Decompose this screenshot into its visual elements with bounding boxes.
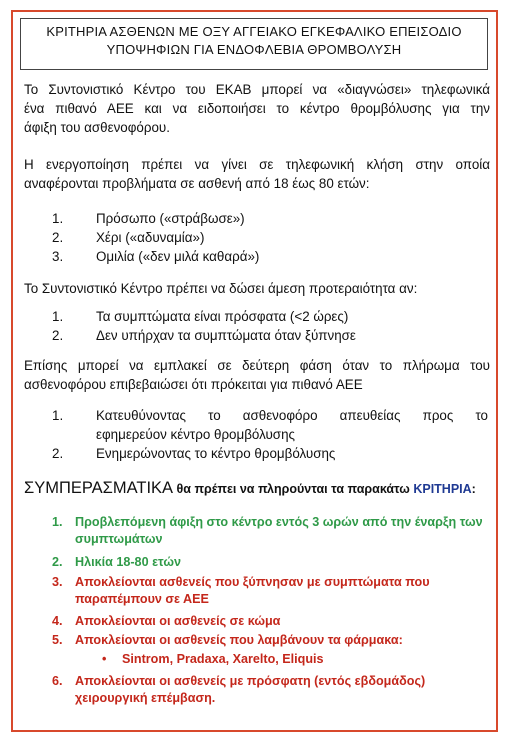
drug-list: Sintrom, Pradaxa, Xarelto, Eliquis — [122, 652, 324, 666]
criterion-1-line-1: Προβλεπόμενη άφιξη στο κέντρο εντός 3 ωρών από την έναρξη των — [75, 515, 483, 529]
criterion-3 — [75, 574, 495, 608]
paragraph-3: Το Συντονιστικό Κέντρο πρέπει να δώσει άμεση προτεραιότητα αν: — [24, 281, 418, 296]
paragraph-1-line-3: άφιξη του ασθενοφόρου. — [24, 120, 170, 135]
criterion-6-line-1: Αποκλείονται οι ασθενείς με πρόσφατη (εντός εβδομάδος) — [75, 674, 426, 688]
list-3-num-2: 2. — [52, 446, 64, 461]
list-1-num-3: 3. — [52, 249, 64, 264]
criterion-1-line-2: συμπτωμάτων — [75, 532, 163, 546]
criterion-6-line-2: χειρουργική επέμβαση. — [75, 691, 216, 705]
criterion-5: Αποκλείονται οι ασθενείς που λαμβάνουν τα φάρμακα: — [75, 633, 403, 647]
list-1-num-2: 2. — [52, 230, 64, 245]
drug-list-bullet: • — [102, 652, 107, 666]
title-line-1: ΚΡΙΤΗΡΙΑ ΑΣΘΕΝΩΝ ΜΕ ΟΞΥ ΑΓΓΕΙΑΚΟ ΕΓΚΕΦΑΛΙΚΟ ΕΠΕΙΣΟΔΙΟ — [46, 24, 462, 39]
paragraph-2-line-2: αναφέρονται προβλήματα σε ασθενή από 18 έως 80 ετών: — [24, 176, 370, 191]
criterion-num-5: 5. — [52, 633, 63, 647]
criterion-4: Αποκλείονται οι ασθενείς σε κώμα — [75, 614, 281, 628]
criterion-2: Ηλικία 18-80 ετών — [75, 555, 181, 569]
list-3-item-2: Ενημερώνοντας το κέντρο θρομβόλυσης — [96, 446, 336, 461]
criterion-num-2: 2. — [52, 555, 63, 569]
list-1-num-1: 1. — [52, 211, 64, 226]
criterion-num-3: 3. — [52, 575, 63, 589]
list-3-item-1-line-2: εφημερεύον κέντρο θρομβόλυσης — [96, 427, 295, 442]
summary-keyword: ΚΡΙΤΗΡΙΑ — [413, 482, 472, 496]
criterion-1 — [75, 514, 495, 548]
paragraph-1-line-2: ένα πιθανό ΑΕΕ και να ειδοποιήσει το κέντρο θρομβόλυσης για την — [24, 101, 490, 116]
list-3-item-1 — [96, 406, 488, 444]
criterion-num-1: 1. — [52, 515, 63, 529]
list-3-item-1-line-1: Κατευθύνοντας το ασθενοφόρο απευθείας προς το — [96, 408, 488, 423]
summary-heading — [24, 479, 476, 498]
criterion-num-6: 6. — [52, 674, 63, 688]
summary-middle: θα πρέπει να πληρούνται τα παρακάτω — [173, 482, 414, 496]
paragraph-4-line-2: ασθενοφόρου επιβεβαιώσει ότι πρόκειται για πιθανό ΑΕΕ — [24, 377, 363, 392]
list-1-item-1: Πρόσωπο («στράβωσε») — [96, 211, 245, 226]
title-line-2: ΥΠΟΨΗΦΙΩΝ ΓΙΑ ΕΝΔΟΦΛΕΒΙΑ ΘΡΟΜΒΟΛΥΣΗ — [106, 42, 402, 57]
summary-title: ΣΥΜΠΕΡΑΣΜΑΤΙΚΑ — [24, 479, 174, 497]
summary-colon: : — [471, 482, 476, 496]
document-title — [20, 18, 488, 70]
paragraph-4-line-1: Επίσης μπορεί να εμπλακεί σε δεύτερη φάση όταν το πλήρωμα του — [24, 358, 490, 373]
paragraph-4 — [24, 356, 490, 394]
criterion-3-line-1: Αποκλείονται ασθενείς που ξύπνησαν με συμπτώματα που — [75, 575, 430, 589]
criterion-3-line-2: παραπέμπουν σε ΑΕΕ — [75, 592, 209, 606]
list-1-item-2: Χέρι («αδυναμία») — [96, 230, 205, 245]
list-2-num-2: 2. — [52, 328, 64, 343]
paragraph-2 — [24, 155, 490, 193]
list-2-item-2: Δεν υπήρχαν τα συμπτώματα όταν ξύπνησε — [96, 328, 356, 343]
paragraph-1 — [24, 80, 490, 137]
criterion-6 — [75, 673, 495, 707]
paragraph-1-line-1: Το Συντονιστικό Κέντρο του ΕΚΑΒ μπορεί να «διαγνώσει» τηλεφωνικά — [24, 82, 490, 97]
paragraph-2-line-1: Η ενεργοποίηση πρέπει να γίνει σε τηλεφωνική κλήση στην οποία — [24, 157, 490, 172]
criterion-num-4: 4. — [52, 614, 63, 628]
list-2-item-1: Τα συμπτώματα είναι πρόσφατα (<2 ώρες) — [96, 309, 349, 324]
list-1-item-3: Ομιλία («δεν μιλά καθαρά») — [96, 249, 260, 264]
list-3-num-1: 1. — [52, 408, 64, 423]
list-2-num-1: 1. — [52, 309, 64, 324]
